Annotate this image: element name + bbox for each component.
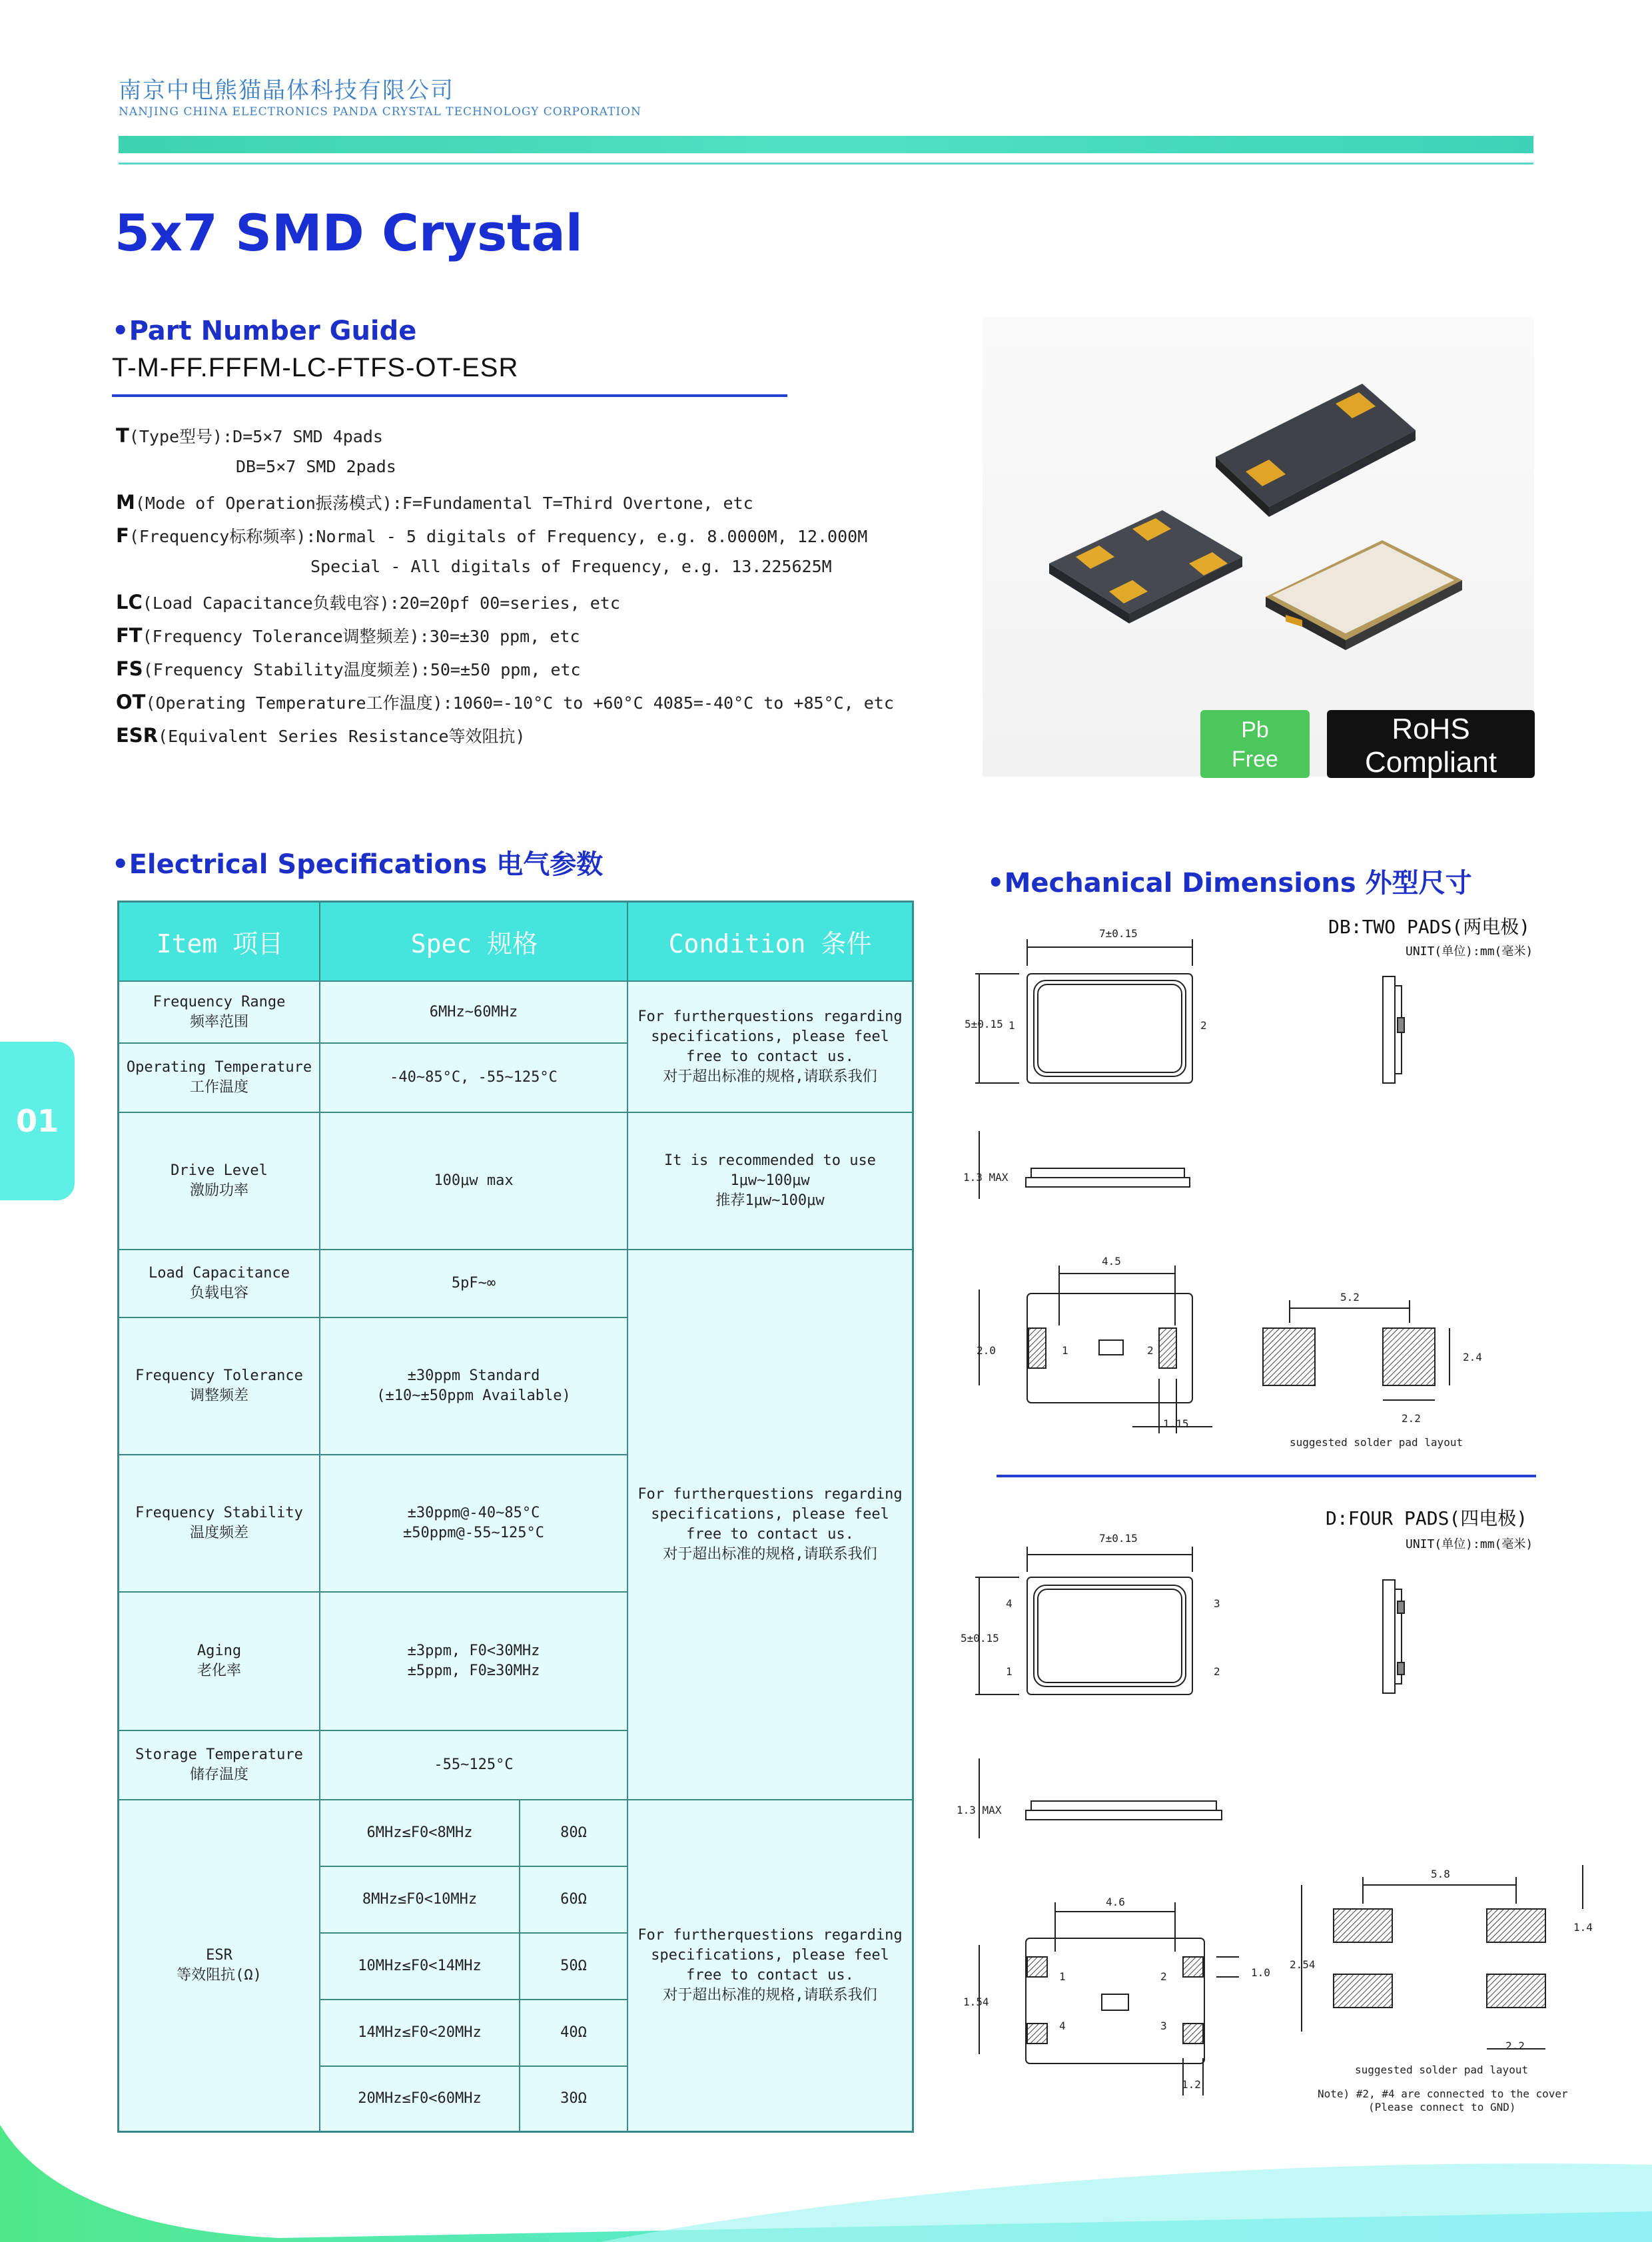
page-title: 5x7 SMD Crystal (115, 203, 583, 262)
item-frequency-range: Frequency Range 频率范围 (153, 993, 286, 1030)
item-aging: Aging 老化率 (197, 1643, 242, 1679)
col-header-spec: Spec 规格 (410, 929, 538, 958)
guide-row-frequency: F(Frequency标称频率):Normal - 5 digitals of Frequency, e.g. 8.0000M, 12.000M (116, 524, 868, 547)
pin-2-label: 2 (1214, 1665, 1220, 1678)
db-unit: UNIT(单位):mm(毫米) (1406, 944, 1533, 958)
col-header-item: Item 项目 (156, 929, 284, 958)
condition-drive-level: It is recommended to use 1μw~100μw 推荐1μw~100μw (664, 1152, 876, 1209)
pin-1-label: 1 (1009, 1019, 1015, 1032)
guide-row-frequency-special: Special - All digitals of Frequency, e.g. 13.225625M (310, 557, 832, 576)
pb-free-badge (1200, 710, 1310, 778)
guide-row-load-capacitance: LC(Load Capacitance负载电容):20=20pf 00=series, etc (116, 591, 620, 613)
pin-3-label: 3 (1160, 2020, 1167, 2032)
db-height-label: 5±0.15 (965, 1018, 1003, 1030)
d-pad-pitch-label: 1.54 (963, 1996, 989, 2008)
db-solder-span-label: 5.2 (1340, 1291, 1360, 1304)
d-solder-pitch-label: 2.54 (1290, 1958, 1316, 1971)
esr-range: 14MHz≤F0<20MHz (358, 2024, 482, 2041)
pb-free-line1: Pb (1241, 717, 1269, 743)
d-pad-span-label: 4.6 (1106, 1896, 1125, 1908)
d-solder-width-label: 2.2 (1505, 2040, 1525, 2052)
part-number-list (116, 424, 894, 757)
pb-free-line2: Free (1232, 747, 1278, 772)
spec-frequency-range: 6MHz~60MHz (429, 1003, 518, 1020)
d-height-label: 5±0.15 (961, 1632, 999, 1645)
db-thickness-label: 1.3 MAX (963, 1171, 1009, 1184)
guide-row-esr: ESR(Equivalent Series Resistance等效阻抗) (116, 724, 526, 747)
company-name-cn: 南京中电熊猫晶体科技有限公司 (119, 77, 454, 104)
db-solder-width-label: 2.2 (1402, 1412, 1421, 1425)
page-number-tab: 01 (0, 1042, 75, 1200)
pin-2-label: 2 (1200, 1019, 1207, 1032)
d-solder-span-label: 5.8 (1431, 1868, 1450, 1880)
esr-value: 30Ω (560, 2090, 587, 2107)
electrical-spec-table (117, 901, 914, 2133)
guide-row-type-alt: DB=5×7 SMD 2pads (236, 457, 396, 476)
header-divider (119, 163, 1533, 165)
pin-1-label: 1 (1059, 1970, 1066, 1983)
company-name-en: NANJING CHINA ELECTRONICS PANDA CRYSTAL TECHNOLOGY CORPORATION (119, 105, 641, 119)
condition-contact-1: For furtherquestions regarding specifications, please feel free to contact us. 对于超出标准的规格,请联系我们 (637, 1008, 903, 1085)
db-pad-height-label: 2.0 (977, 1344, 996, 1357)
rohs-directive: Directive 2002/95/EC (1342, 781, 1519, 801)
d-pad-height-label: 1.0 (1251, 1966, 1270, 1979)
condition-contact-2: For furtherquestions regarding specifications, please feel free to contact us. 对于超出标准的规格,请联系我们 (637, 1486, 903, 1563)
guide-row-operating-temperature: OT(Operating Temperature工作温度):1060=-10°C to +60°C 4085=-40°C to +85°C, etc (116, 691, 894, 713)
d-width-label: 7±0.15 (1099, 1532, 1138, 1545)
spec-frequency-stability: ±30ppm@-40~85°C ±50ppm@-55~125°C (403, 1505, 544, 1541)
bottom-wave (0, 2098, 1652, 2242)
part-number-heading: •Part Number Guide (112, 316, 417, 346)
pin-2-label: 2 (1147, 1344, 1154, 1357)
d-unit: UNIT(单位):mm(毫米) (1406, 1537, 1533, 1551)
esr-value: 50Ω (560, 1958, 587, 1974)
crystal-illustration (983, 317, 1534, 777)
item-drive-level: Drive Level 激励功率 (171, 1162, 268, 1199)
esr-value: 80Ω (560, 1824, 587, 1841)
d-pad-width-label: 1.2 (1182, 2078, 1201, 2091)
spec-aging: ±3ppm, F0<30MHz ±5ppm, F0≥30MHz (407, 1643, 540, 1679)
item-frequency-tolerance: Frequency Tolerance 调整频差 (135, 1367, 303, 1404)
pin-1-label: 1 (1062, 1344, 1068, 1357)
db-drawing (959, 919, 1652, 1465)
item-storage-temperature: Storage Temperature 储存温度 (135, 1746, 303, 1783)
item-frequency-stability: Frequency Stability 温度频差 (135, 1505, 303, 1541)
part-number-code: T-M-FF.FFFM-LC-FTFS-OT-ESR (112, 353, 519, 382)
header-bar (119, 136, 1533, 153)
gnd-note-line2: (Please connect to GND) (1368, 2101, 1516, 2113)
esr-range: 20MHz≤F0<60MHz (358, 2090, 482, 2107)
db-pad-span-label: 4.5 (1102, 1255, 1121, 1268)
pin-1-label: 1 (1006, 1665, 1013, 1678)
guide-row-frequency-tolerance: FT(Frequency Tolerance调整频差):30=±30 ppm, etc (116, 624, 580, 647)
esr-value: 40Ω (560, 2024, 587, 2041)
spec-load-capacitance: 5pF~∞ (451, 1275, 496, 1292)
spec-operating-temperature: -40~85°C, -55~125°C (390, 1069, 558, 1086)
guide-row-frequency-stability: FS(Frequency Stability温度频差):50=±50 ppm, etc (116, 657, 581, 680)
pin-4-label: 4 (1059, 2020, 1066, 2032)
item-load-capacitance: Load Capacitance 负载电容 (149, 1265, 290, 1302)
spec-frequency-tolerance: ±30ppm Standard (±10~±50ppm Available) (376, 1367, 571, 1404)
spec-storage-temperature: -55~125°C (434, 1756, 514, 1773)
pin-3-label: 3 (1214, 1597, 1220, 1610)
db-title: DB:TWO PADS(两电极) (1328, 916, 1531, 938)
rohs-title: RoHS Compliant (1364, 713, 1497, 779)
esr-value: 60Ω (560, 1891, 587, 1908)
db-solder-height-label: 2.4 (1463, 1351, 1482, 1363)
d-solder-height-label: 1.4 (1573, 1921, 1593, 1934)
spec-drive-level: 100μw max (434, 1172, 514, 1189)
mechanical-separator (997, 1475, 1536, 1477)
d-title: D:FOUR PADS(四电极) (1326, 1507, 1528, 1529)
d-thickness-label: 1.3 MAX (957, 1804, 1002, 1816)
condition-contact-3: For furtherquestions regarding specifications, please feel free to contact us. 对于超出标准的规格,请联系我们 (637, 1927, 903, 2004)
esr-range: 10MHz≤F0<14MHz (358, 1958, 482, 1974)
pin-4-label: 4 (1006, 1597, 1013, 1610)
gnd-note-line1: Note) #2, #4 are connected to the cover (1318, 2087, 1568, 2100)
guide-row-mode: M(Mode of Operation振荡模式):F=Fundamental T=Third Overtone, etc (116, 491, 753, 514)
esr-range: 6MHz≤F0<8MHz (366, 1824, 473, 1841)
db-solder-caption: suggested solder pad layout (1290, 1436, 1463, 1449)
esr-range: 8MHz≤F0<10MHz (362, 1891, 478, 1908)
db-width-label: 7±0.15 (1099, 927, 1138, 940)
col-header-condition: Condition 条件 (668, 929, 872, 958)
pin-2-label: 2 (1160, 1970, 1167, 1983)
rohs-badge (1327, 710, 1535, 801)
part-number-underline (112, 394, 787, 397)
mechanical-heading: •Mechanical Dimensions 外型尺寸 (987, 868, 1472, 899)
item-operating-temperature: Operating Temperature 工作温度 (126, 1059, 312, 1096)
d-solder-caption: suggested solder pad layout (1355, 2063, 1529, 2076)
db-pad-width-label: 1.15 (1163, 1417, 1189, 1430)
item-esr: ESR 等效阻抗(Ω) (177, 1947, 262, 1984)
electrical-heading: •Electrical Specifications 电气参数 (112, 849, 604, 880)
guide-row-type: T(Type型号):D=5×7 SMD 4pads (116, 424, 383, 447)
product-photo (983, 317, 1534, 777)
